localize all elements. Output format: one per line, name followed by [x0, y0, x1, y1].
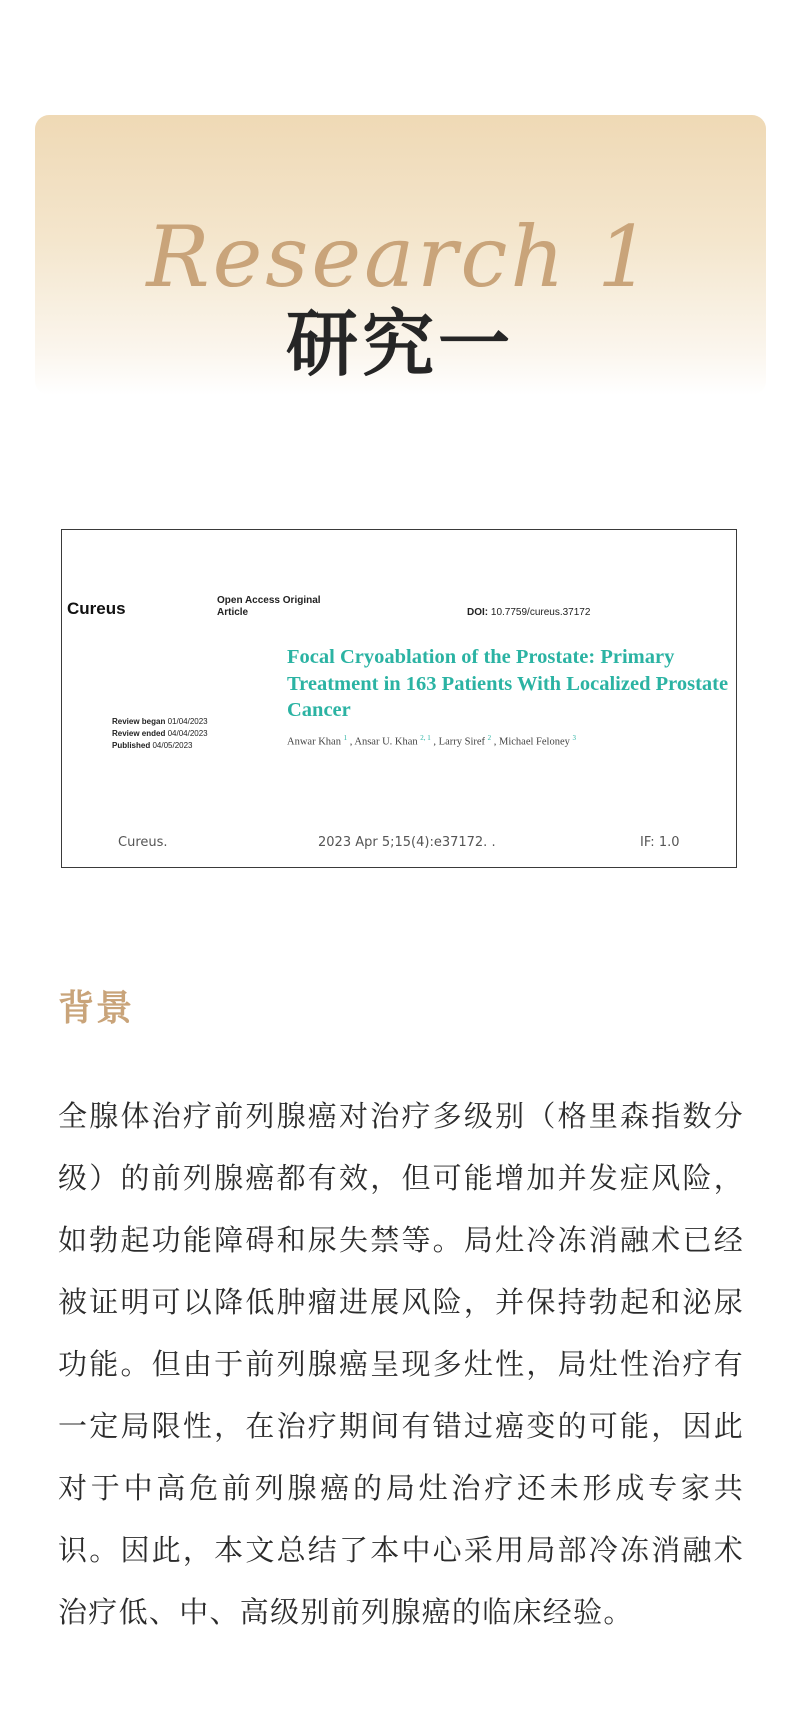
- impact-factor: IF: 1.0: [640, 835, 680, 850]
- doi: [467, 607, 590, 618]
- author-list: Anwar Khan $^1$ , Ansar U. Khan $^{2, 1}$ , Larry Siref $^2$ , Michael Feloney $^3$: [287, 734, 576, 748]
- doi-label: DOI:: [467, 607, 489, 618]
- paper-screenshot: [61, 529, 737, 868]
- review-dates: [112, 716, 208, 752]
- section-heading: 背景: [58, 987, 135, 1029]
- article-type-label: Open Access Original Article: [217, 595, 321, 618]
- author-affiliation: 2, 1: [420, 734, 431, 742]
- journal-name: Cureus.: [118, 835, 168, 850]
- author-name: Ansar U. Khan: [354, 736, 418, 748]
- review-date-row: Published 04/05/2023: [112, 741, 193, 750]
- review-date-row: Review ended 04/04/2023: [112, 729, 208, 738]
- author-name: Michael Feloney: [499, 736, 570, 748]
- author-name: Anwar Khan: [287, 736, 341, 748]
- author-name: Larry Siref: [438, 736, 486, 748]
- body-paragraph: 全腺体治疗前列腺癌对治疗多级别（格里森指数分级）的前列腺癌都有效，但可能增加并发症风险，如勃起功能障碍和尿失禁等。局灶冷冻消融术已经被证明可以降低肿瘤进展风险，并保持勃起和泌尿功能。但由于前列腺癌呈现多灶性，局灶性治疗有一定局限性，在治疗期间有错过癌变的可能，因此对于中高危前列腺癌的局灶治疗还未形成专家共识。因此，本文总结了本中心采用局部冷冻消融术治疗低、中、高级别前列腺癌的临床经验。: [58, 1099, 744, 1629]
- author-affiliation: 2: [487, 734, 492, 742]
- doi-value: 10.7759/cureus.37172: [490, 607, 591, 618]
- author-affiliation: 3: [572, 734, 576, 742]
- paper-title: Focal Cryoablation of the Prostate: Primary Treatment in 163 Patients With Localized Prostate Cancer: [287, 646, 729, 721]
- journal-logo: Cureus: [67, 599, 126, 618]
- author-affiliation: 1: [343, 734, 348, 742]
- citation: 2023 Apr 5;15(4):e37172. .: [318, 835, 496, 850]
- review-date-row: Review began 01/04/2023: [112, 717, 208, 726]
- script-title: Research 1: [146, 208, 654, 306]
- section-title-cn: 研究一: [285, 302, 514, 386]
